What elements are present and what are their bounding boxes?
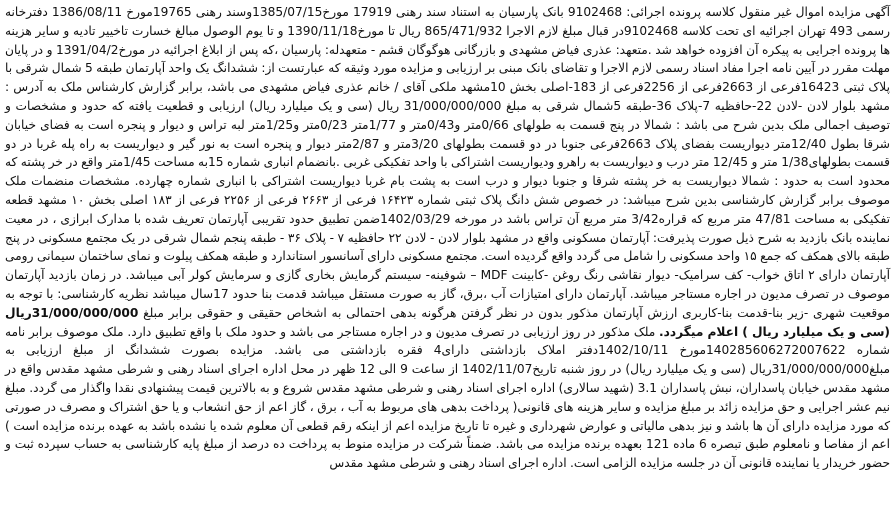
issuing-office-signature: اداره اجرای اسناد رهنی و شرطی مشهد مقدس	[329, 456, 567, 471]
notice-body-part-1: آگهی مزایده اموال غیر منقول کلاسه پرونده اجرائی: 9102468 بانک پارسیان به استناد سند رهنی 17919 مورخ1385/07/15وسند رهنی 19765مورخ 1386/08/11 دفترخانه رسمی 493 تهران اجرائیه ای تحت کلاسه 9102468در قبال مبلغ لازم الاجرا 865/471/932 ریال تا مورخ1390/11/18 و تا یوم الوصول مبالغ خسارت تاخییر تادیه و سایر هزینه ها پرونده اجرایی به پیکره آن افزوده خواهد شد .متعهد: عذری فیاض مشهدی و بازرگانی هوگوگان قشم - متعهدله: پارسیان ،که پس از ابلاغ اجرائیه در مورخ1391/04/2 و در پایان مهلت مقرر در آیین نامه اجرا مفاد اسناد رسمی لازم الاجرا و تقاضای بانک مبنی بر ارزیابی و مزایده مورد وثیقه که عبارتست از: ششدانگ یک واحد آپارتمان طبقه 5 شمال شرقی با پلاک ثبتی 16423فرعی از 2663فرعی از 2256فرعی از 183-اصلی بخش 10مشهد ملکی آقای / خانم عذری فیاض مشهدی می باشد، برابر گزارش کارشناس ملک به آدرس : مشهد بلوار لادن -لادن 22-حافظیه 7-پلاک 36-طبقه 5شمال شرقی به مبلغ 31/000/000/000 ریال (سی و یک میلیارد ریال) ارزیابی و قطعیت یافته که حدود و مشخصات و توصیف اجمالی ملک بدین شرح می باشد : شمالا در پنج قسمت به طولهای 0/66متر و0/43متر و 1/77متر 0/23متر و1/25متر لبه تراس و دیوار و پنجره است به فضای خیابان شرقا بطول 12/40متر دیواریست بفضای پلاک 2663فرعی جنوبا در دو قسمت بطولهای 3/20متر و 2/87متر دیوار و پنجره است به نور گیر و دیواریست به راه پله غربا در دو قسمت بطولهای1/38 متر و 12/45 متر درب و دیواریست به راهرو ودیواریست اشتراکی با واحد تفکیکی غربی .بانضمام انباری شماره 15به مساحت 1/45متر واقع در خر پشته که محدود است به حدود : شمالا دیواریست به خر پشته شرقا و جنوبا دیوار و درب است به پشت بام غربا دیواریست اشتراکی با انباری شماره چهارده. مشخصات منضمات ملک موصوف برابر گزارش کارشناسی بدین شرح میباشد: در خصوص شش دانگ پلاک ثبتی شماره ۱۶۴۲۳ فرعی از ۲۶۶۳ فرعی از ۲۲۵۶ فرعی از ۱۸۳ اصلی بخش ۱۰ مشهد قطعه تفکیکی به مساحت 47/81 متر مربع که قراره3/42 متر مربع آن تراس باشد در مورخه 1402/03/29ضمن تطبیق حدود تقریبی آپارتمان تعریف شده با مدارک ابرازی ، در معیت نماینده بانک بازدید به شرح ذیل صورت پذیرفت: آپارتمان مسکونی واقع در مشهد بلوار لادن - لادن ۲۲ حافظیه ۷ - پلاک ۳۶ - طبقه پنجم شمال شرقی در یک مجتمع مسکونی در پنج طبقه بالای همکف که جمع ۱۵ واحد مسکونی را شامل می گردد واقع گردیده است. مجتمع مسکونی دارای آسانسور استاندارد و طبقه همکف پیلوت و نمای ساختمان سیمانی رومی آپارتمان دارای ۲ اتاق خواب- کف سرامیک- دیوار نقاشی رنگ روغن -کابینت MDF – شوفینه- سیستم گرمایش بخاری گازی و سرمایش کولر آبی میباشد. در زمان بازدید آپارتمان موصوف در تصرف مدیون در اجاره مستاجر میباشد. آپارتمان دارای امتیازات آب ،برق، گاز به صورت مستقل میباشد قدمت بنا حدود 17سال میباشد نظریه کارشناسی: با توجه به موقعیت شهری -زیر بنا-قدمت بنا-کاربری ارزش آپارتمان مذکور بدون در نظر گرفتن هرگونه بدهی احتمالی به اشخاص حقیقی و حقوقی برابر مبلغ	[5, 5, 891, 320]
appraisal-amount: 31/000/000/000ریال (سی و یک میلیارد ریال ) اعلام میگردد.	[5, 305, 890, 339]
notice-body-part-2: ملک مذکور در روز ارزیابی در تصرف مدیون و در اجاره مستاجر می باشد و حدود ملک با واقع تطبیق دارد. ملک موصوف برابر نامه شماره 140285606272007622مورخ 1402/10/11دفتر املاک بازداشتی دارای4 فقره بازداشتی می باشد. مزایده بصورت ششدانگ از مبلغ ارزیابی به مبلغ31/000/000/000ریال (سی و یک میلیارد ریال) در روز شنبه تاریخ1402/11/07 از ساعت 9 الی 12 ظهر در محل اداره اجرای اسناد رهنی و شرطی مشهد مقدس واقع در مشهد مقدس خیابان پاسداران، نبش پاسداران 3.1 (شهید سالاری) اداره اجرای اسناد رهنی و شرطی مشهد مقدس شروع و به بالاترین قیمت پیشنهادی نقدا واگذار می گردد. مبلغ نیم عشر اجرایی و حق مزایده زائد بر مبلغ مزایده و سایر هزینه های قانونی( پرداخت بدهی های مربوط به آب ، برق ، گاز اعم از حق انشعاب و یا حق اشتراک و مصرف در صورتی که مورد مزایده دارای آن ها باشد و نیز بدهی مالیاتی و عوارض شهرداری و غیره تا تاریخ مزایده اعم از اینکه رقم قطعی آن معلوم شده یا نشده باشد به عهده برنده مزایده است ) اعم از مفاصا و نامعلوم طبق تبصره 6 ماده 121 بعهده برنده مزایده می باشد. ضمناً شرکت در مزایده منوط به پرداخت ده درصد از مبلغ پایه کارشناسی به حساب سپرده ثبت و حضور خریدار یا نماینده قانونی آن در جلسه مزایده الزامی است.	[5, 324, 891, 471]
